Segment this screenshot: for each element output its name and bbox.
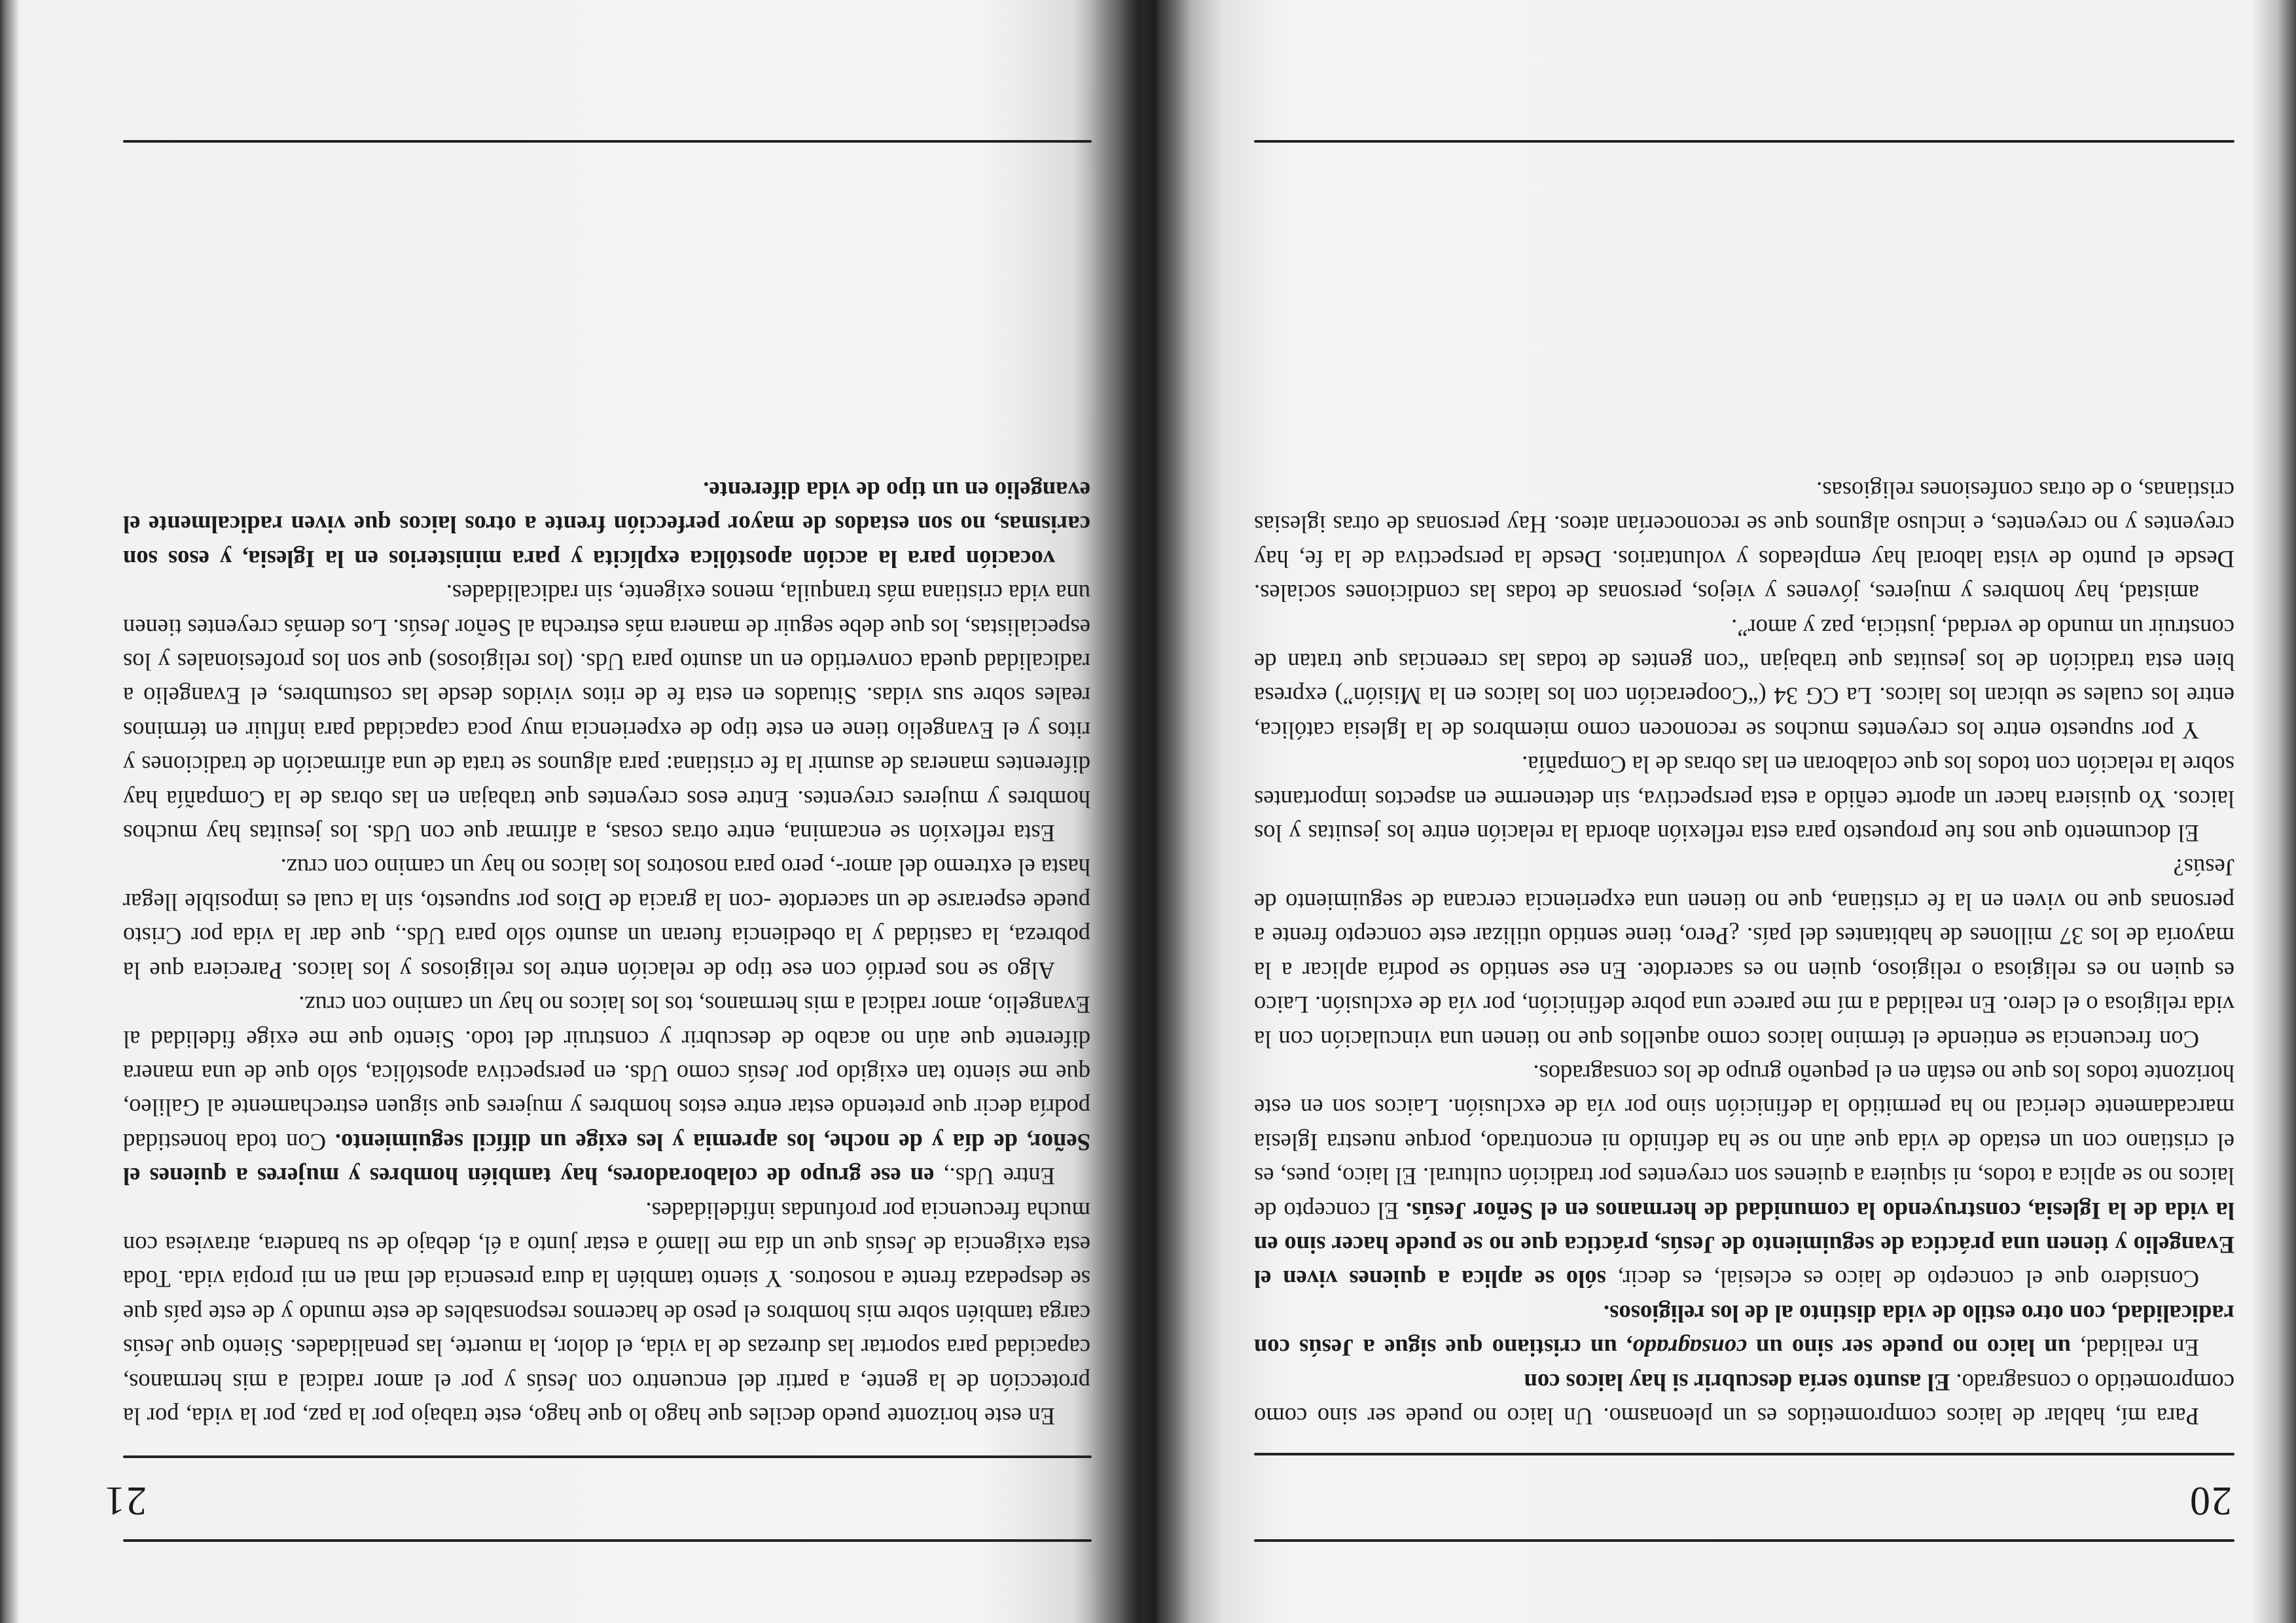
text-run: Considero que el concepto de laico es eclesial, es decir, — [1605, 1266, 2199, 1293]
header-rule-lower — [123, 1455, 1092, 1458]
text-run: El documento que nos fue propuesto para esta reflexión aborda la relación entre los jesuitas y los laicos. Yo quisiera hacer un aporte ceñido a esta perspectiva, sin detenerme en aspectos importantes sobre la relación con todos los que colaboran en las obras de la Compañía. — [1254, 751, 2234, 847]
paragraph — [1254, 1296, 2234, 1364]
text-run: Con frecuencia se entiende el término laicos como aquellos que no tienen una vinculación con la vida religiosa o el clero. En realidad a mí me parece una pobre definición, por vía de exclusión. Laico es quien no es religiosa o religioso, quien no es sacerdote. En ese sentido se podría aplicar a la mayoría de los 37 millones de habitantes del país. ¿Pero, tiene sentido utilizar este concepto frente a personas que no viven en la fe cristiana, que no tienen una experiencia cercana de seguimiento de Jesús? — [1254, 854, 2234, 1053]
paragraph — [1254, 610, 2234, 747]
text-run: Y por supuesto entre los creyentes muchos se reconocen como miembros de la Iglesia católica, entre los cuales se ubican los laicos. La CG 34 (“Cooperación con los laicos en la Misión”) expresa bien esta tradición de los jesuitas que trabajan “con gentes de todas las creencias que tratan de construir un mundo de verdad, justicia, paz y amor”. — [1254, 614, 2234, 744]
bold-text-run: , un cristiano que sigue a Jesús con radicalidad, con otro estilo de vida distinto al de los religiosos. — [1253, 1300, 2234, 1362]
bold-text-run: en ese grupo de colaboradores, hay también hombres y mujeres a quienes el Señor, de día y de noche, los apremia y les exige un difícil seguimiento. — [123, 1128, 1090, 1190]
footer-rule — [1254, 140, 2234, 143]
bold-text-run: vocación para la acción apostólica explícita y para ministerios en la Iglesia, y esos son carismas, no son estados de mayor perfección frente a otros laicos que viven radicalmente el evangelio en un tipo de vida diferente. — [123, 477, 1090, 573]
page-number: 20 — [2189, 1478, 2232, 1523]
paragraph — [1254, 1364, 2234, 1433]
paragraph — [123, 850, 1090, 988]
bold-text-run: sólo se aplica a quienes viven el Evangelio y tienen una práctica de seguimiento de Jesús, práctica que no se puede hacer sino en la vida de la Iglesia, construyendo la comunidad de hermanos en el Señor Jesús. — [1253, 1197, 2234, 1293]
text-run: El concepto de laicos no se aplica a todos, ni siquiera a quienes son creyentes por tradición cultural. El laico, pues, es el cristiano con un estado de vida que aún no se ha definido ni encontrado, porque nuestra Iglesia marcadamente clerical no ha permitido la definición sino por vía de exclusión. Laicos son en este horizonte todos los que no están en el pequeño grupo de los consagrados. — [1254, 1060, 2234, 1224]
paragraph — [123, 1193, 1090, 1433]
bold-text-run: un laico no puede ser sino un — [1746, 1334, 2072, 1362]
paragraph — [1254, 747, 2234, 850]
paragraph — [1254, 473, 2234, 611]
paragraph — [1254, 850, 2234, 1056]
paragraph — [123, 576, 1090, 850]
paragraph — [123, 988, 1090, 1193]
text-run: Algo se nos perdió con ese tipo de relación entre los religiosos y los laicos. Pareciera que la pobreza, la castidad y la obediencia fueran un asunto sólo para Uds., que dar la vida por Cristo puede esperarse de un sacerdote -con la gracia de Dios por supuesto, sin la cual es imposible llegar hasta el extremo del amor-, pero para nosotros los laicos no hay un camino con cruz. — [123, 854, 1090, 984]
header-rule — [1254, 1539, 2234, 1542]
paragraph — [1254, 1056, 2234, 1296]
book-spine-shadow — [1092, 0, 1223, 1623]
page-20 — [1177, 0, 2289, 1623]
bold-text-run: El asunto sería descubrir si hay laicos con — [1524, 1368, 1950, 1396]
page-number: 21 — [103, 1478, 147, 1523]
text-run: Con toda honestidad podría decir que pretendo estar entre estos hombres y mujeres que siguen estrechamente al Galileo, que me siento tan exigido por Jesús como Uds. en perspectiva apostólica, sólo que de una manera diferente que aún no acabo de descubrir y construir del todo. Siento que me exige fidelidad al Evangelio, amor radical a mis hermanos, tos los laicos no hay un camino con cruz. — [123, 991, 1090, 1156]
text-run: amistad, hay hombres y mujeres, jóvenes y viejos, personas de todas las condiciones sociales. Desde el punto de vista laboral hay empleados y voluntarios. Desde la perspectiva de la fe, hay creyentes y no creyentes, e incluso algunos que se reconocerían ateos. Hay personas de otras iglesias cristianas, o de otras confesiones religiosas. — [1254, 477, 2234, 607]
bold-text-run: consagrado — [1632, 1334, 1747, 1362]
text-run: Entre Uds., — [934, 1163, 1055, 1190]
body-text — [1254, 473, 2234, 1433]
header-rule — [123, 1539, 1092, 1542]
page-21 — [12, 0, 1118, 1623]
paragraph — [123, 473, 1090, 576]
body-text — [123, 473, 1090, 1433]
text-run: En este horizonte puedo deciles que hago lo que hago, este trabajo por la paz, por la vida, por la protección de la gente, a partir del encuentro con Jesús y por el amor radical a mis hermanos, capacidad para soportar las durezas de la vida, el dolor, la muerte, las penalidades. Siento que Jesús carga también sobre mis hombros el peso de hacernos responsables de este mundo y de este país que se despedaza frente a nosotros. Y siento también la dura presencia del mal en mi propia vida. Toda esta exigencia de Jesús que un día me llamó a estar junto a él, debajo de su bandera, atraviesa con mucha frecuencia por profundas infidelidades. — [123, 1197, 1090, 1430]
text-run: Para mí, hablar de laicos comprometidos es un pleonasmo. Un laico no puede ser sino como comprometido o consagrado. — [1254, 1368, 2234, 1430]
text-run: En realidad, — [2071, 1334, 2199, 1362]
text-run: Esta reflexión se encamina, entre otras cosas, a afirmar que con Uds. los jesuitas hay muchos hombres y mujeres creyentes. Entre esos creyentes que trabajan en las obras de la Compañía hay diferentes maneras de asumir la fe cristiana: para algunos se trata de una afirmación de tradiciones y ritos y el Evangelio tiene en este tipo de experiencia muy poca capacidad para influir en términos reales sobre sus vidas. Situados en esta fe de ritos vividos desde las costumbres, el Evangelio a radicalidad queda convertido en un asunto para Uds. (los religiosos) que son los profesionales y los especialistas, los que debe seguir de manera más estrecha al Señor Jesús. Los demás creyentes tienen una vida cristiana más tranquila, menos exigente, sin radicalidades. — [123, 580, 1090, 847]
header-rule-lower — [1254, 1453, 2234, 1455]
footer-rule — [123, 140, 1092, 143]
